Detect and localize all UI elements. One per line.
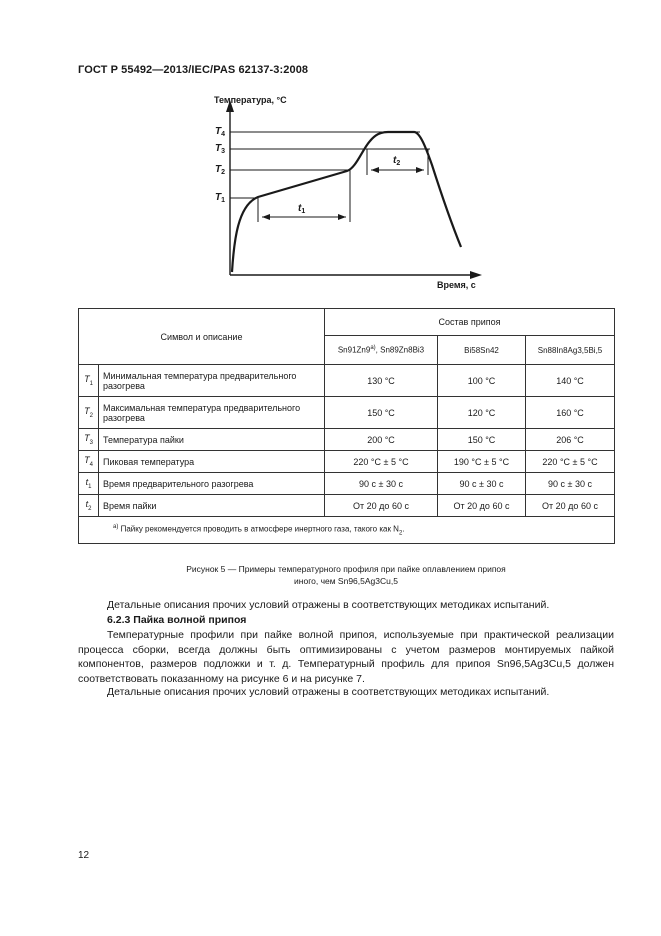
profile-diagram xyxy=(0,0,661,300)
alloy-1-header: Sn91Zn9$^{a)}$, Sn89Zn8Bi3 xyxy=(325,336,438,365)
t1-label: $T_1$ xyxy=(215,192,226,204)
t3-label: $T_3$ xyxy=(215,143,226,155)
row-description: Время пайки xyxy=(99,495,325,517)
row-symbol: $T_3$ xyxy=(79,429,99,451)
row-value-1: 220 °С ± 5 °С xyxy=(325,451,438,473)
table-row xyxy=(79,365,615,397)
alloy-3-header: Sn88In8Ag3,5Bi,5 xyxy=(526,336,615,365)
t4-label: $T_4$ xyxy=(215,126,226,138)
row-value-2: 120 °С xyxy=(438,397,526,429)
t2-interval-label: $t_2$ xyxy=(393,155,401,167)
x-axis-arrow xyxy=(470,271,482,279)
table-footnote: $^{a)}$ Пайку рекомендуется проводить в атмосфере инертного газа, такого как $N_2$. xyxy=(79,517,615,544)
paragraph-2: Температурные профили при пайке волной припоя, используемые при практической реализации процесса сборки, всегда должны быть оптимизированы с учетом размеров монтируемых пайкой компонентов, размеров подложки и т. д. Температурный профиль для припоя Sn96,5Ag3Cu,5 должен соответствовать показанному на рисунке 6 и на рисунке 7. xyxy=(78,629,614,685)
row-value-1: 90 с ± 30 с xyxy=(325,473,438,495)
caption-line-1: Рисунок 5 — Примеры температурного профиля при пайке оплавлением припоя xyxy=(186,564,506,574)
table-row xyxy=(79,397,615,429)
row-value-3: 160 °С xyxy=(526,397,615,429)
composition-header: Состав припоя xyxy=(325,309,615,336)
row-value-3: 90 с ± 30 с xyxy=(526,473,615,495)
t2-label: $T_2$ xyxy=(215,164,226,176)
row-value-1: 200 °С xyxy=(325,429,438,451)
row-symbol: $T_1$ xyxy=(79,365,99,397)
row-symbol: $T_2$ xyxy=(79,397,99,429)
document-header: ГОСТ Р 55492—2013/IEC/PAS 62137-3:2008 xyxy=(78,64,309,76)
row-symbol: $T_4$ xyxy=(79,451,99,473)
reflow-parameters-table xyxy=(78,308,615,544)
paragraph-3: Детальные описания прочих условий отражены в соответствующих методиках испытаний. xyxy=(107,686,550,698)
paragraph-1: Детальные описания прочих условий отражены в соответствующих методиках испытаний. xyxy=(107,599,550,611)
y-axis-label: Температура, °С xyxy=(214,95,287,105)
figure-caption xyxy=(78,563,614,587)
table-row xyxy=(79,473,615,495)
table-row xyxy=(79,495,615,517)
profile-curve xyxy=(232,132,461,272)
row-value-1: 130 °С xyxy=(325,365,438,397)
temperature-profile-figure xyxy=(0,0,661,300)
page-number: 12 xyxy=(78,850,90,861)
row-value-2: 90 с ± 30 с xyxy=(438,473,526,495)
row-value-1: От 20 до 60 с xyxy=(325,495,438,517)
alloy-2-header: Bi58Sn42 xyxy=(438,336,526,365)
row-description: Минимальная температура предварительного разогрева xyxy=(99,365,325,397)
x-axis-label: Время, с xyxy=(437,280,476,290)
row-description: Пиковая температура xyxy=(99,451,325,473)
row-value-2: 190 °С ± 5 °С xyxy=(438,451,526,473)
row-value-2: 100 °С xyxy=(438,365,526,397)
symbol-header: Символ и описание xyxy=(79,309,325,365)
row-description: Максимальная температура предварительного разогрева xyxy=(99,397,325,429)
row-symbol: $t_1$ xyxy=(79,473,99,495)
row-value-3: 220 °С ± 5 °С xyxy=(526,451,615,473)
row-symbol: $t_2$ xyxy=(79,495,99,517)
row-description: Время предварительного разогрева xyxy=(99,473,325,495)
row-description: Температура пайки xyxy=(99,429,325,451)
caption-line-2: иного, чем Sn96,5Ag3Cu,5 xyxy=(294,576,398,586)
row-value-3: 206 °С xyxy=(526,429,615,451)
row-value-2: От 20 до 60 с xyxy=(438,495,526,517)
row-value-3: От 20 до 60 с xyxy=(526,495,615,517)
t1-interval-label: $t_1$ xyxy=(298,203,306,215)
row-value-3: 140 °С xyxy=(526,365,615,397)
row-value-2: 150 °С xyxy=(438,429,526,451)
row-value-1: 150 °С xyxy=(325,397,438,429)
section-heading: 6.2.3 Пайка волной припоя xyxy=(107,614,247,626)
table-row xyxy=(79,429,615,451)
table-row xyxy=(79,451,615,473)
